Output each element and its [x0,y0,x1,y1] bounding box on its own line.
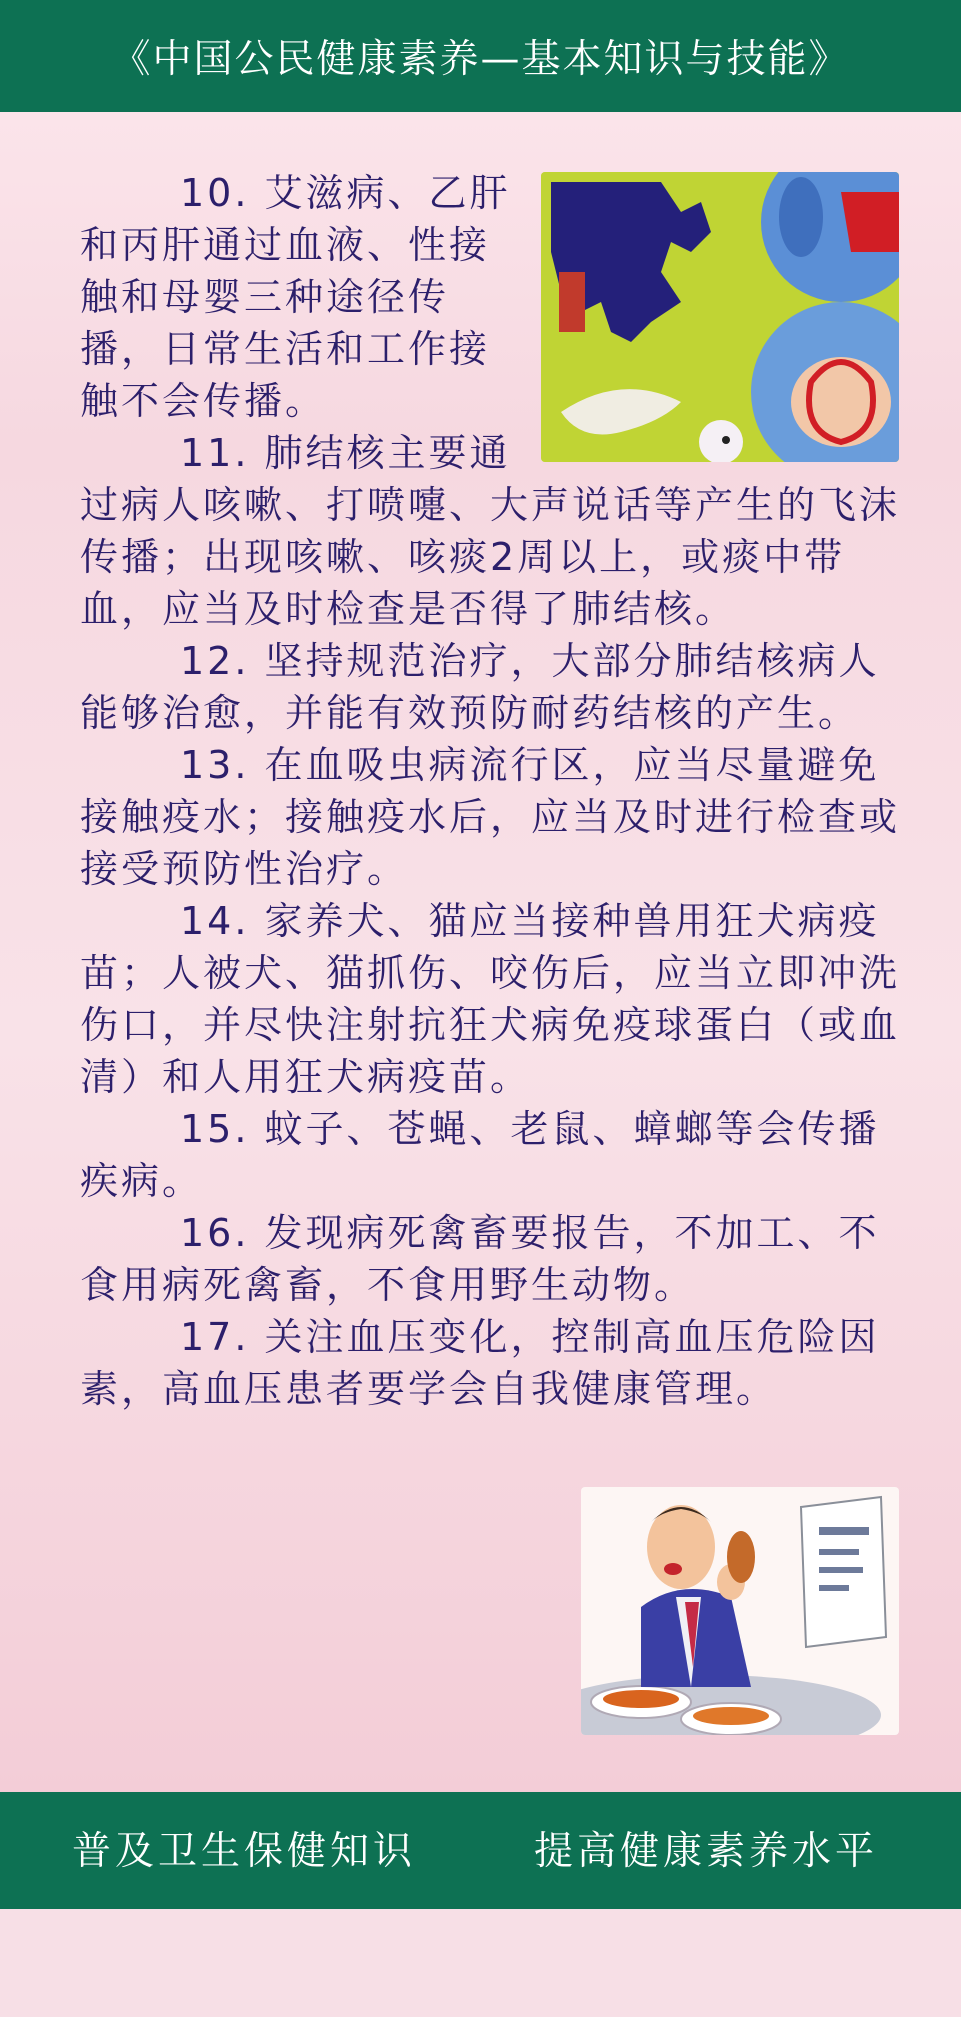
header-banner [0,0,961,112]
main-content-area [0,112,961,1792]
health-item-15: 15. 蚊子、苍蝇、老鼠、蟑螂等会传播疾病。 [80,1107,880,1203]
health-item-14: 14. 家养犬、猫应当接种兽用狂犬病疫苗；人被犬、猫抓伤、咬伤后，应当立即冲洗伤口，并尽快注射抗狂犬病免疫球蛋白（或血清）和人用狂犬病疫苗。 [80,899,901,1099]
health-item-10: 10. 艾滋病、乙肝和丙肝通过血液、性接触和母婴三种途径传播，日常生活和工作接触不会传播。 [80,171,511,423]
health-item-16: 16. 发现病死禽畜要报告，不加工、不食用病死禽畜，不食用野生动物。 [80,1211,880,1307]
health-item-17: 17. 关注血压变化，控制高血压危险因素，高血压患者要学会自我健康管理。 [80,1315,880,1411]
footer-slogan-left: 普及卫生保健知识 [72,1829,417,1874]
page-title: 《中国公民健康素养—基本知识与技能》 [111,37,850,82]
footer-slogan-right: 提高健康素养水平 [534,1829,879,1874]
footer-banner [0,1792,961,1909]
health-item-13: 13. 在血吸虫病流行区，应当尽量避免接触疫水；接触疫水后，应当及时进行检查或接受预防性治疗。 [80,743,901,891]
health-item-12: 12. 坚持规范治疗，大部分肺结核病人能够治愈，并能有效预防耐药结核的产生。 [80,639,880,735]
health-item-11: 11. 肺结核主要通过病人咳嗽、打喷嚏、大声说话等产生的飞沫传播；出现咳嗽、咳痰2周以上，或痰中带血，应当及时检查是否得了肺结核。 [80,431,901,631]
transmission-illustration [541,172,899,462]
hypertension-man-illustration [581,1487,899,1735]
